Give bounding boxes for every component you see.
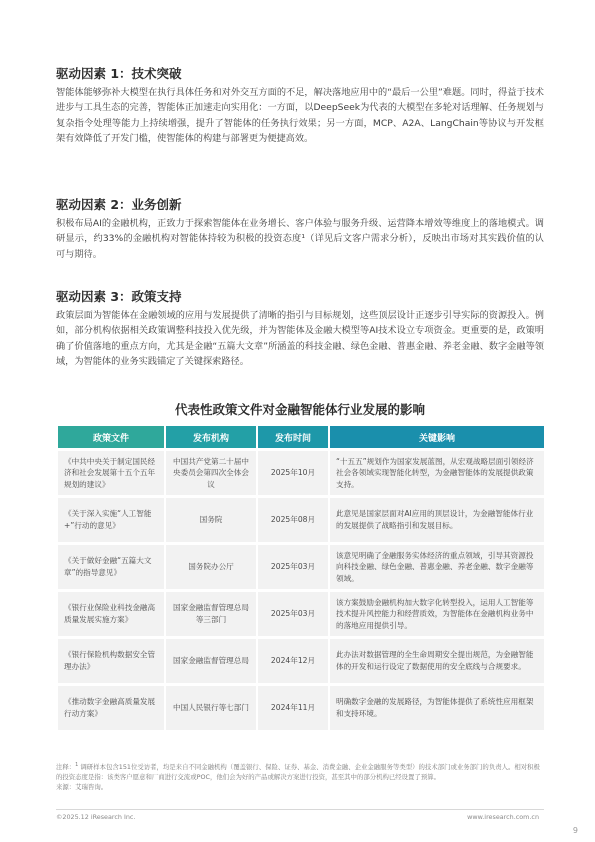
cell-policy-doc: 《银行保险机构数据安全管理办法》: [58, 639, 164, 683]
footnotes: [56, 760, 544, 792]
footnote-label: 注释：: [56, 763, 76, 772]
cell-impact: 该意见明确了金融服务实体经济的重点领域，引导其资源投向科技金融、绿色金融、普惠金融、养老金融、数字金融等领域。: [330, 545, 544, 589]
cell-date: 2025年10月: [258, 451, 328, 495]
header-impact: 关键影响: [330, 426, 544, 448]
section-heading: 驱动因素 1：技术突破: [56, 66, 182, 81]
table-header-row: [58, 426, 544, 448]
footnote-text: [56, 760, 544, 782]
section-heading: 驱动因素 2：业务创新: [56, 197, 182, 212]
cell-date: 2024年12月: [258, 639, 328, 683]
table-row: [58, 686, 544, 730]
table-row: [58, 592, 544, 636]
page-number: 9: [572, 826, 578, 835]
footer-copyright: ©2025.12 iResearch Inc.: [56, 813, 136, 821]
cell-issuer: 中国共产党第二十届中央委员会第四次全体会议: [166, 451, 256, 495]
section-policy-support: [56, 289, 544, 370]
table-row: [58, 639, 544, 683]
cell-date: 2024年11月: [258, 686, 328, 730]
table-title: 代表性政策文件对金融智能体行业发展的影响: [174, 402, 425, 417]
footer-website: www.iresearch.com.cn: [467, 813, 539, 821]
section-tech-breakthrough: [56, 66, 544, 147]
cell-issuer: 国务院: [166, 498, 256, 542]
cell-impact: 该方案鼓励金融机构加大数字化转型投入，运用人工智能等技术提升风控能力和经营质效，为智能体在金融机构业务中的落地应用提供引导。: [330, 592, 544, 636]
cell-policy-doc: 《推动数字金融高质量发展行动方案》: [58, 686, 164, 730]
cell-issuer: 国务院办公厅: [166, 545, 256, 589]
table-row: [58, 451, 544, 495]
table-row: [58, 498, 544, 542]
cell-date: 2025年03月: [258, 592, 328, 636]
footnote-marker: 1: [75, 762, 79, 768]
cell-policy-doc: 《中共中央关于制定国民经济和社会发展第十五个五年规划的建议》: [58, 451, 164, 495]
section-heading: 驱动因素 3：政策支持: [56, 289, 182, 304]
section-body: 智能体能够弥补大模型在执行具体任务和对外交互方面的不足，解决落地应用中的“最后一公里”难题。同时，得益于技术进步与工具生态的完善，智能体正加速走向实用化：一方面，以DeepSeek为代表的大模型在多轮对话理解、任务规划与复杂指令处理等能力上持续增强，提升了智能体的任务执行效果；另一方面，MCP、A2A、LangChain等协议与开发框架有效降低了开发门槛，使智能体的构建与部署更为便捷高效。: [56, 87, 544, 145]
header-date: 发布时间: [258, 426, 328, 448]
cell-issuer: 国家金融监督管理总局: [166, 639, 256, 683]
cell-issuer: 中国人民银行等七部门: [166, 686, 256, 730]
cell-policy-doc: 《关于深入实施“人工智能+”行动的意见》: [58, 498, 164, 542]
cell-impact: 明确数字金融的发展路径，为智能体提供了系统性应用框架和支持环境。: [330, 686, 544, 730]
cell-impact: 此办法对数据管理的全生命周期安全提出规范，为金融智能体的开发和运行设定了数据使用的安全底线与合规要求。: [330, 639, 544, 683]
cell-policy-doc: 《银行业保险业科技金融高质量发展实施方案》: [58, 592, 164, 636]
section-body: 政策层面为智能体在金融领域的应用与发展提供了清晰的指引与目标规划，这些顶层设计正逐步引导实际的资源投入。例如，部分机构依据相关政策调整科技投入优先级，并为智能体及金融大模型等AI技术设立专项资金。更重要的是，政策明确了价值落地的重点方向，尤其是金融“五篇大文章”所涵盖的科技金融、绿色金融、普惠金融、养老金融、数字金融等领域，为智能体的业务实践锚定了关键探索路径。: [56, 310, 544, 368]
footer-divider: [56, 809, 544, 810]
policy-table: [56, 423, 546, 733]
section-business-innovation: [56, 197, 544, 262]
header-issuer: 发布机构: [166, 426, 256, 448]
cell-impact: 此意见是国家层面对AI应用的顶层设计，为金融智能体行业的发展提供了战略指引和发展目标。: [330, 498, 544, 542]
table-row: [58, 545, 544, 589]
cell-date: 2025年08月: [258, 498, 328, 542]
source-note: 来源：艾瑞咨询。: [56, 783, 108, 792]
header-policy-doc: 政策文件: [58, 426, 164, 448]
footnote-body: 调研样本包含151位受访者，均是来自不同金融机构（覆盖银行、保险、证券、基金、消费金融、企业金融服务等类型）的技术部门或业务部门的负责人。相对积极的投资态度是指：该类客户愿意和厂商进行交流或POC，他们会为好的产品或解决方案进行投资，甚至其中的部分机构已经设置了预算。: [56, 763, 540, 782]
cell-policy-doc: 《关于做好金融“五篇大文章”的指导意见》: [58, 545, 164, 589]
cell-impact: “十五五”规划作为国家发展蓝图，从宏观战略层面引领经济社会各领域实现智能化转型，为金融智能体的发展提供政策支持。: [330, 451, 544, 495]
cell-issuer: 国家金融监督管理总局等三部门: [166, 592, 256, 636]
section-body: 积极布局AI的金融机构，正致力于探索智能体在业务增长、客户体验与服务升级、运营降本增效等维度上的落地模式。调研显示，约33%的金融机构对智能体持较为积极的投资态度¹（详见后文客户需求分析），反映出市场对其实践价值的认可与期待。: [56, 218, 544, 260]
cell-date: 2025年03月: [258, 545, 328, 589]
